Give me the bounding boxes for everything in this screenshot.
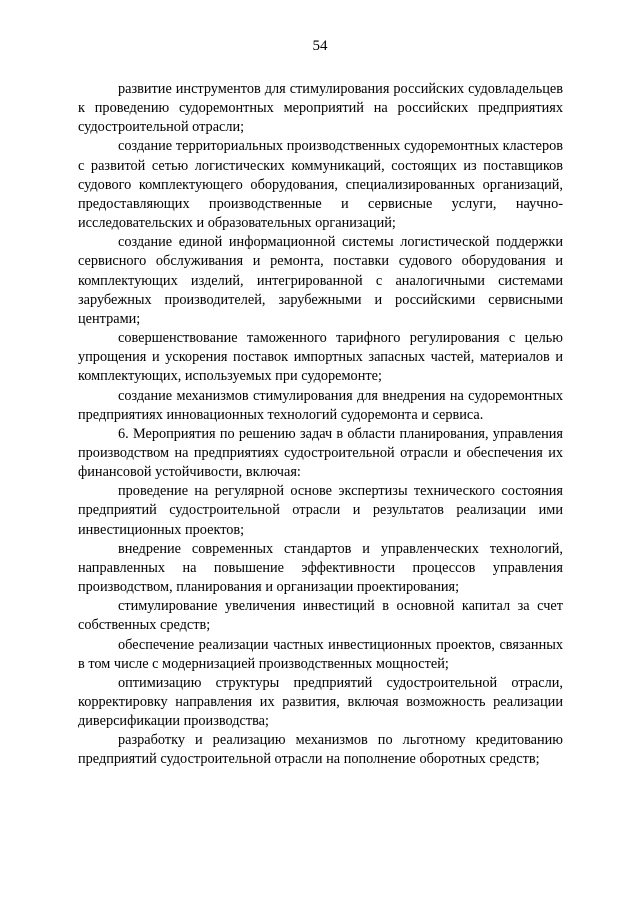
paragraph: создание территориальных производственных судоремонтных кластеров с развитой сетью логистических коммуникаций, состоящих из поставщиков судового комплектующего оборудования, специализированных организаций, предоставляющих производственные и сервисные услуги, научно-исследовательских и образовательных организаций;: [78, 138, 563, 232]
paragraph: оптимизацию структуры предприятий судостроительной отрасли, корректировку направления их развития, включая возможность реализации диверсификации производства;: [78, 674, 563, 730]
paragraph: разработку и реализацию механизмов по льготному кредитованию предприятий судостроительной отрасли на пополнение оборотных средств;: [78, 732, 563, 768]
paragraph: совершенствование таможенного тарифного регулирования с целью упрощения и ускорения поставок импортных запасных частей, материалов и комплектующих, используемых при судоремонте;: [78, 330, 563, 385]
paragraph: стимулирование увеличения инвестиций в основной капитал за счет собственных средств;: [78, 598, 563, 634]
page-number: 54: [312, 38, 328, 54]
paragraph: обеспечение реализации частных инвестиционных проектов, связанных в том числе с модернизацией производственных мощностей;: [78, 636, 563, 672]
paragraph: проведение на регулярной основе экспертизы технического состояния предприятий судостроительной отрасли и результатов реализации ими инвестиционных проектов;: [78, 483, 563, 538]
paragraph: развитие инструментов для стимулирования российских судовладельцев к проведению судоремонтных мероприятий на российских предприятиях судостроительной отрасли;: [78, 81, 563, 136]
paragraph: внедрение современных стандартов и управленческих технологий, направленных на повышение эффективности процессов управления производством, планирования и организации проектирования;: [78, 540, 563, 596]
paragraph: создание единой информационной системы логистической поддержки сервисного обслуживания и ремонта, поставки судового оборудования и комплектующих изделий, интегрированной с аналогичными системами зарубежных производителей, зарубежными и российскими сервисными центрами;: [78, 234, 563, 327]
document-body: [78, 80, 563, 770]
paragraph: 6. Мероприятия по решению задач в области планирования, управления производством на предприятиях судостроительной отрасли и обеспечения их финансовой устойчивости, включая:: [78, 425, 563, 481]
paragraph: создание механизмов стимулирования для внедрения на судоремонтных предприятиях инновационных технологий судоремонта и сервиса.: [78, 387, 563, 423]
